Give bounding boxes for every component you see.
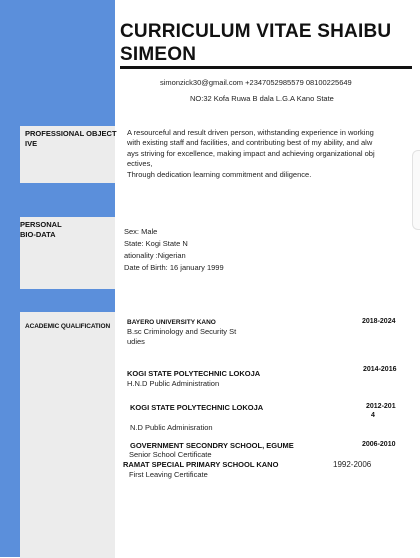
education-detail: First Leaving Certificate (129, 470, 208, 479)
objective-line: ectives, (127, 159, 153, 168)
academic-label-box (20, 312, 115, 558)
objective-line: with existing staff and facilities, and contributing best of my ability, and alw (127, 138, 373, 147)
education-years: 1992-2006 (333, 460, 372, 469)
education-years: 2014-2016 (363, 366, 397, 373)
education-years: 2018-2024 (362, 318, 396, 325)
bio-label-line2: BIO-DATA (20, 230, 56, 239)
education-years: 2012-201 (366, 403, 396, 410)
education-detail: H.N.D Public Administration (127, 379, 220, 388)
bio-nationality: ationality :Nigerian (124, 251, 186, 260)
bio-dob: Date of Birth: 16 january 1999 (124, 263, 224, 272)
education-years: 2006-2010 (362, 441, 396, 448)
bio-sex: Sex: Male (124, 227, 158, 236)
title-underline (120, 66, 412, 69)
education-detail: Senior School Certificate (129, 450, 212, 459)
education-detail: B.sc Criminology and Security St (127, 327, 237, 336)
objective-line: ays striving for excellence, making impact and achieving organizational obj (127, 149, 375, 158)
side-scroll-handle[interactable] (412, 150, 420, 230)
objective-label-line2: IVE (25, 139, 38, 148)
objective-label-line1: PROFESSIONAL OBJECT (25, 129, 117, 138)
education-school: RAMAT SPECIAL PRIMARY SCHOOL KANO (123, 460, 279, 469)
education-detail: N.D Public Adminisration (130, 423, 213, 432)
bio-label-line1: PERSONAL (20, 220, 62, 229)
page-title: CURRICULUM VITAE SHAIBU SIMEON (120, 21, 392, 65)
education-school: KOGI STATE POLYTECHNIC LOKOJA (130, 403, 264, 412)
objective-line: Through dedication learning commitment and diligence. (127, 170, 312, 179)
bio-state: State: Kogi State N (124, 239, 188, 248)
education-detail: udies (127, 337, 145, 346)
education-school: KOGI STATE POLYTECHNIC LOKOJA (127, 369, 261, 378)
objective-line: A resourceful and result driven person, withstanding experience in working (127, 128, 374, 137)
academic-label: ACADEMIC QUALIFICATION (25, 323, 111, 330)
address-line: NO:32 Kofa Ruwa B dala L.G.A Kano State (190, 94, 334, 103)
education-school: GOVERNMENT SECONDRY SCHOOL, EGUME (130, 441, 294, 450)
contact-line: simonzick30@gmail.com +2347052985579 08100225649 (160, 78, 352, 87)
education-years: 4 (371, 412, 375, 419)
education-school: BAYERO UNIVERSITY KANO (127, 319, 216, 326)
